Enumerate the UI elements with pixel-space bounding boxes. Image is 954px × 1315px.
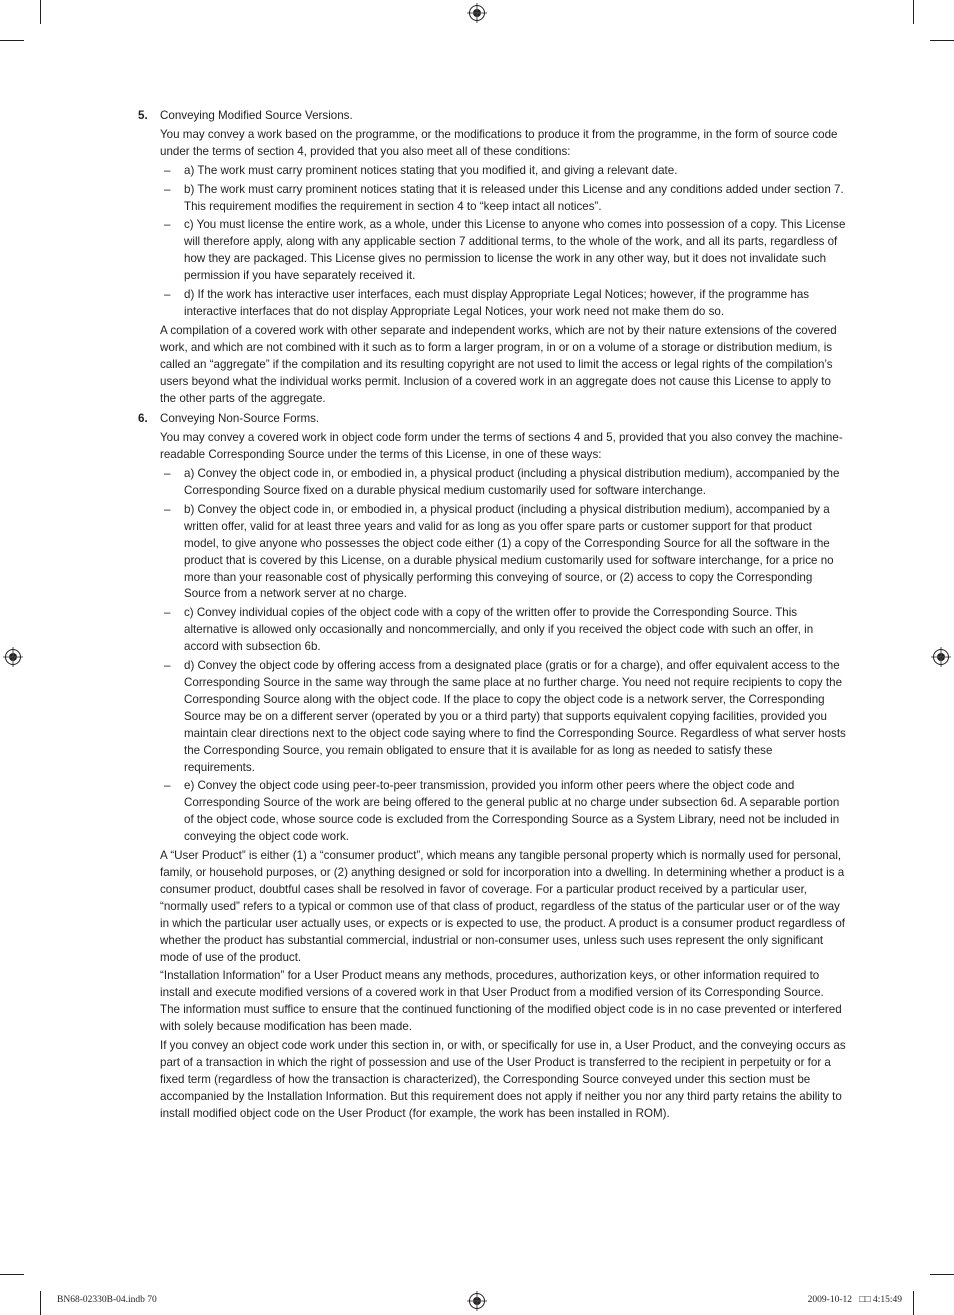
list-item-text: b) Convey the object code in, or embodied in, a physical product (including a physical distribution medium), accompanied by a written offer, valid for at least three years and valid for as long as you offer spare parts or customer support for that product model, to give anyone who possesses the object code either (1) a copy of the Corresponding Source for all the software in the product that is covered by this License, on a durable physical medium customarily used for software interchange, for a price no more than your reasonable cost of physically performing this conveying of source, or (2) access to copy the Corresponding Source from a network server at no charge. xyxy=(184,502,834,601)
footer-file-info: BN68-02330B-04.indb 70 xyxy=(57,1295,157,1305)
dash-bullet: – xyxy=(164,163,171,177)
list-item xyxy=(160,163,846,180)
footer-timestamp xyxy=(808,1295,902,1305)
section-heading xyxy=(138,411,846,428)
section-intro: You may convey a covered work in object code form under the terms of sections 4 and 5, provided that you also convey the machine-readable Corresponding Source under the terms of this License, in one of these ways: xyxy=(160,431,843,462)
registration-target-icon xyxy=(467,3,487,23)
list-item xyxy=(160,778,846,846)
list-item xyxy=(160,182,846,216)
paragraph: A “User Product” is either (1) a “consumer product”, which means any tangible personal property which is normally used for personal, family, or household purposes, or (2) anything designed or sold for incorporation into a dwelling. In determining whether a product is a consumer product, doubtful cases shall be resolved in favor of coverage. For a particular product received by a particular user, “normally used” refers to a typical or common use of that class of product, regardless of the status of the particular user or of the way in which the particular user actually uses, or expects or is expected to use, the product. A product is a consumer product regardless of whether the product has substantial commercial, industrial or non-consumer uses, unless such uses represent the only significant mode of use of the product. xyxy=(160,849,846,964)
section-6 xyxy=(138,411,846,1122)
list-item xyxy=(160,287,846,321)
crop-mark-top-left-v xyxy=(40,0,41,24)
dash-bullet: – xyxy=(164,779,171,793)
dash-bullet: – xyxy=(164,606,171,620)
section-5 xyxy=(138,108,846,407)
crop-mark-top-right-v xyxy=(913,0,914,24)
section-number: 6. xyxy=(138,412,148,426)
paragraph: “Installation Information” for a User Product means any methods, procedures, authorization keys, or other information required to install and execute modified versions of a covered work in that User Product from a modified version of its Corresponding Source. The information must suffice to ensure that the continued functioning of the modified object code is in no case prevented or interfered with solely because modification has been made. xyxy=(160,969,842,1034)
crop-mark-bottom-right-v xyxy=(913,1291,914,1315)
section-heading xyxy=(138,108,846,125)
crop-mark-bottom-left-v xyxy=(40,1291,41,1315)
crop-mark-top-right-h xyxy=(930,40,954,41)
list-item xyxy=(160,502,846,603)
list-item-text: e) Convey the object code using peer-to-peer transmission, provided you inform other peers where the object code and Corresponding Source of the work are being offered to the general public at no charge under subsection 6d. A separable portion of the object code, whose source code is excluded from the Corresponding Source as a System Library, need not be included in conveying the object code work. xyxy=(184,779,840,844)
section-intro: You may convey a work based on the programme, or the modifications to produce it from the programme, in the form of source code under the terms of section 4, provided that you also meet all of these conditions: xyxy=(160,127,838,158)
dash-bullet: – xyxy=(164,288,171,302)
crop-mark-bottom-left-h xyxy=(0,1274,24,1275)
list-item-text: c) You must license the entire work, as a whole, under this License to anyone who comes into possession of a copy. This License will therefore apply, along with any applicable section 7 additional terms, to the whole of the work, and all its parts, regardless of how they are packaged. This License gives no permission to license the work in any other way, but it does not invalidate such permission if you have separately received it. xyxy=(184,218,846,283)
dash-bullet: – xyxy=(164,218,171,232)
footer-date: 2009-10-12 xyxy=(807,1295,852,1305)
section-title: Conveying Non-Source Forms. xyxy=(160,412,320,426)
list-item xyxy=(160,217,846,285)
list-item-text: a) The work must carry prominent notices stating that you modified it, and giving a relevant date. xyxy=(184,163,678,177)
list-item-text: b) The work must carry prominent notices stating that it is released under this License and any conditions added under section 7. This requirement modifies the requirement in section 4 to “keep intact all notices”. xyxy=(184,182,844,213)
list-item-text: d) If the work has interactive user interfaces, each must display Appropriate Legal Notices; however, if the programme has interactive interfaces that do not display Appropriate Legal Notices, your work need not make them do so. xyxy=(184,288,810,318)
registration-target-icon xyxy=(3,647,23,667)
list-item xyxy=(160,466,846,500)
document-body xyxy=(138,108,846,1125)
list-item-text: d) Convey the object code by offering access from a designated place (gratis or for a charge), and offer equivalent access to the Corresponding Source in the same way through the same place at no further charge. You need not require recipients to copy the Corresponding Source along with the object code. If the place to copy the object code is a network server, the Corresponding Source may be on a different server (operated by you or a third party) that supports equivalent copying facilities, provided you maintain clear directions next to the object code saying where to find the Corresponding Source. Regardless of what server hosts the Corresponding Source, you remain obligated to ensure that it is available for as long as needed to satisfy these requirements. xyxy=(184,659,846,774)
footer-time: 4:15:49 xyxy=(872,1295,902,1305)
dash-bullet: – xyxy=(164,182,171,196)
registration-target-icon xyxy=(467,1291,487,1311)
dash-bullet: – xyxy=(164,502,171,516)
list-item-text: c) Convey individual copies of the object code with a copy of the written offer to provide the Corresponding Source. This alternative is allowed only occasionally and noncommercially, and only if you received the object code with such an offer, in accord with subsection 6b. xyxy=(184,606,814,654)
footer-glyphs: □□ xyxy=(859,1295,871,1305)
section-outro: A compilation of a covered work with other separate and independent works, which are not by their nature extensions of the covered work, and which are not combined with it such as to form a larger program, in or on a volume of a storage or distribution medium, is called an “aggregate” if the compilation and its resulting copyright are not used to limit the access or legal rights of the compilation’s users beyond what the individual works permit. Inclusion of a covered work in an aggregate does not cause this License to apply to the other parts of the aggregate. xyxy=(160,323,837,405)
dash-bullet: – xyxy=(164,659,171,673)
crop-mark-bottom-right-h xyxy=(930,1274,954,1275)
list-item xyxy=(160,658,846,776)
list-item-text: a) Convey the object code in, or embodied in, a physical product (including a physical distribution medium), accompanied by the Corresponding Source fixed on a durable physical medium customarily used for software interchange. xyxy=(184,467,840,498)
section-title: Conveying Modified Source Versions. xyxy=(160,109,353,122)
list-item xyxy=(160,605,846,656)
crop-mark-top-left-h xyxy=(0,40,24,41)
dash-bullet: – xyxy=(164,467,171,481)
section-number: 5. xyxy=(138,109,148,122)
registration-target-icon xyxy=(931,647,951,667)
paragraph: If you convey an object code work under this section in, or with, or specifically for use in, a User Product, and the conveying occurs as part of a transaction in which the right of possession and use of the User Product is transferred to the recipient in perpetuity or for a fixed term (regardless of how the transaction is characterized), the Corresponding Source conveyed under this section must be accompanied by the Installation Information. But this requirement does not apply if neither you nor any third party retains the ability to install modified object code on the User Product (for example, the work has been installed in ROM). xyxy=(160,1039,846,1120)
